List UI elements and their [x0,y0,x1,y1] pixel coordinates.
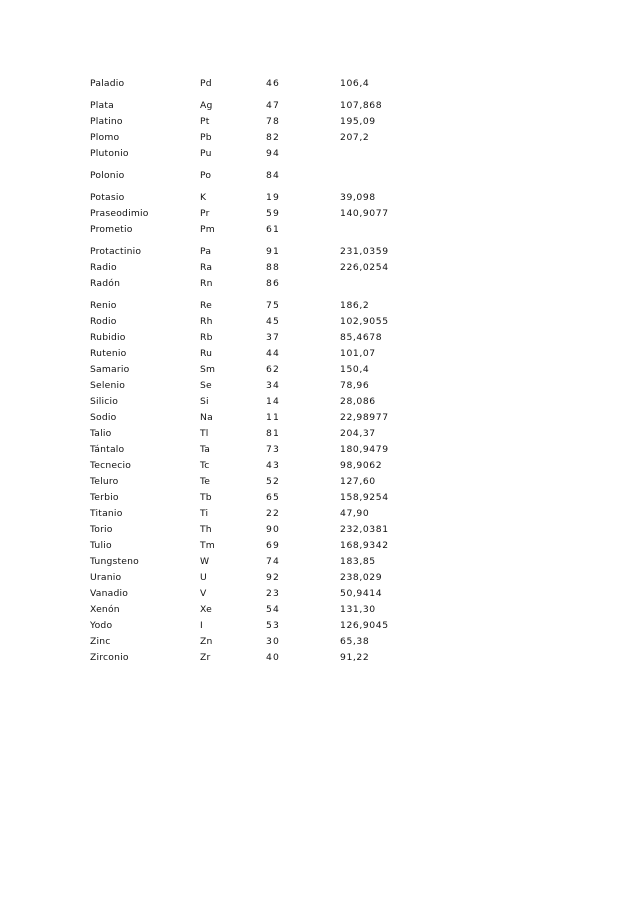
element-name: Tungsteno [90,556,139,567]
table-row [90,222,410,238]
atomic-mass: 127,60 [340,476,376,487]
element-symbol: Te [200,476,211,487]
element-name: Silicio [90,396,119,407]
table-row [90,98,410,114]
element-name: Xenón [90,604,120,615]
atomic-number: 45 [266,316,281,327]
element-symbol: Ru [200,348,213,359]
element-symbol: Zr [200,652,211,663]
atomic-number: 30 [266,636,281,647]
atomic-mass: 207,2 [340,132,370,143]
table-row [90,76,410,92]
element-name: Vanadio [90,588,129,599]
element-symbol: Pa [200,246,212,257]
element-symbol: K [200,192,207,203]
atomic-mass: 186,2 [340,300,370,311]
element-symbol: U [200,572,207,583]
element-name: Plomo [90,132,120,143]
element-symbol: V [200,588,207,599]
element-symbol: Xe [200,604,212,615]
elements-table [90,76,410,666]
table-row [90,130,410,146]
atomic-number: 34 [266,380,281,391]
element-name: Tulio [90,540,112,551]
atomic-number: 23 [266,588,281,599]
atomic-number: 61 [266,224,281,235]
atomic-number: 52 [266,476,281,487]
atomic-mass: 85,4678 [340,332,383,343]
atomic-number: 19 [266,192,281,203]
table-row [90,650,410,666]
table-row [90,276,410,292]
atomic-number: 59 [266,208,281,219]
element-name: Selenio [90,380,126,391]
atomic-mass: 65,38 [340,636,370,647]
table-row [90,474,410,490]
element-symbol: Se [200,380,212,391]
element-name: Praseodimio [90,208,149,219]
element-symbol: Pb [200,132,212,143]
table-row [90,522,410,538]
element-name: Plutonio [90,148,129,159]
atomic-mass: 140,9077 [340,208,389,219]
table-row [90,490,410,506]
element-name: Protactinio [90,246,142,257]
atomic-mass: 180,9479 [340,444,389,455]
element-symbol: Na [200,412,213,423]
element-name: Terbio [90,492,119,503]
table-row [90,618,410,634]
element-name: Titanio [90,508,123,519]
atomic-number: 11 [266,412,281,423]
element-symbol: Ra [200,262,213,273]
atomic-number: 43 [266,460,281,471]
element-name: Plata [90,100,114,111]
element-symbol: Sm [200,364,216,375]
atomic-mass: 232,0381 [340,524,389,535]
atomic-number: 73 [266,444,281,455]
atomic-mass: 39,098 [340,192,376,203]
atomic-mass: 98,9062 [340,460,383,471]
table-row [90,362,410,378]
table-row [90,586,410,602]
table-row [90,554,410,570]
element-symbol: Tc [200,460,210,471]
element-symbol: Pu [200,148,212,159]
atomic-number: 14 [266,396,281,407]
atomic-mass: 195,09 [340,116,376,127]
table-row [90,442,410,458]
atomic-number: 81 [266,428,281,439]
atomic-number: 47 [266,100,281,111]
atomic-number: 91 [266,246,281,257]
table-row [90,410,410,426]
element-symbol: I [200,620,203,631]
atomic-number: 92 [266,572,281,583]
atomic-number: 90 [266,524,281,535]
element-symbol: Pr [200,208,210,219]
table-row [90,260,410,276]
element-symbol: Pt [200,116,210,127]
element-symbol: Rh [200,316,213,327]
element-name: Samario [90,364,130,375]
atomic-mass: 107,868 [340,100,383,111]
atomic-number: 75 [266,300,281,311]
table-row [90,146,410,162]
element-name: Zinc [90,636,111,647]
element-name: Radón [90,278,121,289]
atomic-number: 54 [266,604,281,615]
table-row [90,602,410,618]
element-symbol: Ag [200,100,213,111]
atomic-mass: 131,30 [340,604,376,615]
table-row [90,114,410,130]
atomic-number: 53 [266,620,281,631]
element-name: Sodio [90,412,117,423]
table-row [90,168,410,184]
element-symbol: W [200,556,210,567]
atomic-mass: 102,9055 [340,316,389,327]
element-symbol: Ta [200,444,211,455]
element-name: Prometio [90,224,133,235]
atomic-mass: 106,4 [340,78,370,89]
table-row [90,206,410,222]
element-symbol: Tb [200,492,212,503]
atomic-number: 46 [266,78,281,89]
element-symbol: Si [200,396,209,407]
table-row [90,330,410,346]
atomic-number: 82 [266,132,281,143]
element-name: Tántalo [90,444,125,455]
atomic-mass: 22,98977 [340,412,389,423]
element-symbol: Rn [200,278,213,289]
element-symbol: Re [200,300,213,311]
element-name: Rutenio [90,348,127,359]
element-symbol: Th [200,524,212,535]
table-row [90,346,410,362]
element-name: Radio [90,262,117,273]
element-symbol: Zn [200,636,213,647]
atomic-number: 40 [266,652,281,663]
atomic-number: 86 [266,278,281,289]
table-row [90,298,410,314]
atomic-number: 37 [266,332,281,343]
atomic-mass: 158,9254 [340,492,389,503]
element-symbol: Pd [200,78,212,89]
atomic-mass: 231,0359 [340,246,389,257]
table-row [90,244,410,260]
atomic-mass: 91,22 [340,652,370,663]
element-name: Polonio [90,170,125,181]
atomic-mass: 238,029 [340,572,383,583]
atomic-mass: 226,0254 [340,262,389,273]
atomic-mass: 28,086 [340,396,376,407]
element-symbol: Pm [200,224,215,235]
element-name: Uranio [90,572,122,583]
atomic-number: 65 [266,492,281,503]
atomic-mass: 78,96 [340,380,370,391]
atomic-mass: 168,9342 [340,540,389,551]
element-name: Yodo [90,620,113,631]
table-row [90,190,410,206]
atomic-number: 88 [266,262,281,273]
element-name: Potasio [90,192,125,203]
element-symbol: Tl [200,428,209,439]
atomic-mass: 150,4 [340,364,370,375]
table-row [90,634,410,650]
element-symbol: Rb [200,332,213,343]
atomic-mass: 204,37 [340,428,376,439]
atomic-number: 69 [266,540,281,551]
table-row [90,314,410,330]
table-row [90,570,410,586]
element-name: Torio [90,524,113,535]
atomic-number: 78 [266,116,281,127]
element-name: Paladio [90,78,125,89]
element-name: Teluro [90,476,119,487]
atomic-mass: 183,85 [340,556,376,567]
atomic-number: 84 [266,170,281,181]
element-symbol: Ti [200,508,209,519]
element-symbol: Tm [200,540,215,551]
atomic-mass: 50,9414 [340,588,383,599]
element-name: Talio [90,428,112,439]
element-symbol: Po [200,170,212,181]
table-row [90,538,410,554]
table-row [90,378,410,394]
atomic-number: 62 [266,364,281,375]
table-row [90,458,410,474]
element-name: Platino [90,116,123,127]
element-name: Rodio [90,316,117,327]
element-name: Rubidio [90,332,126,343]
atomic-mass: 47,90 [340,508,370,519]
table-row [90,506,410,522]
table-row [90,426,410,442]
element-name: Renio [90,300,117,311]
atomic-mass: 126,9045 [340,620,389,631]
atomic-number: 94 [266,148,281,159]
element-name: Tecnecio [90,460,132,471]
table-row [90,394,410,410]
element-name: Zirconio [90,652,129,663]
atomic-mass: 101,07 [340,348,376,359]
atomic-number: 44 [266,348,281,359]
atomic-number: 22 [266,508,281,519]
atomic-number: 74 [266,556,281,567]
